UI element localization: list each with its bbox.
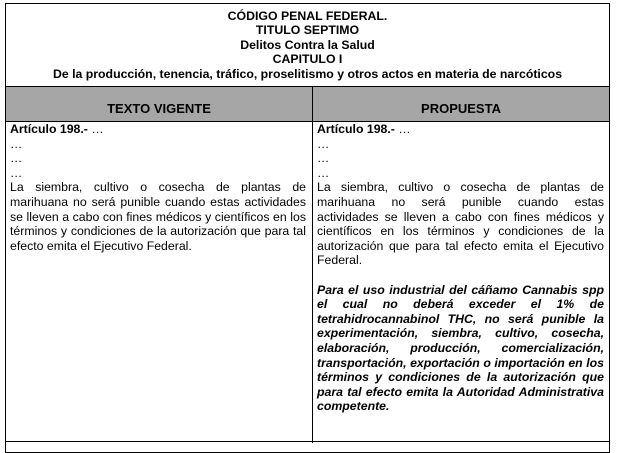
- chapter-name: De la producción, tenencia, tráfico, proselitismo y otros actos en materia de narcóticos: [52, 66, 563, 81]
- chapter-number: CAPITULO I: [272, 52, 343, 67]
- code-title: CÓDIGO PENAL FEDERAL.: [227, 9, 388, 23]
- proposed-addition-paragraph: Para el uso industrial del cáñamo Cannabis spp el cual no deberá exceder el 1% de tetrahidrocannabinol THC, no será punible la experimentación, siembra, cultivo, cosecha, elaboración, producción, comercialización, transportación, exportación o importación en los términos y condiciones de la autorización que para tal efecto emita la Autoridad Administrativa competente.: [317, 282, 604, 414]
- article-heading: Artículo 198.- …: [317, 122, 411, 136]
- current-text-cell: [10, 122, 306, 253]
- ellipsis-line: …: [317, 151, 330, 166]
- ellipsis-line: …: [10, 165, 23, 180]
- column-header-proposal: PROPUESTA: [421, 101, 501, 116]
- article-paragraph: La siembra, cultivo o cosecha de plantas de marihuana no será punible cuando estas actividades se lleven a cabo con fines médicos y científicos en los términos y condiciones de la autorización que para tal efecto emita el Ejecutivo Federal.: [10, 180, 306, 253]
- article-paragraph: La siembra, cultivo o cosecha de plantas de marihuana no será punible cuando estas actividades se lleven a cabo con fines médicos y científicos en los términos y condiciones de la autorización que para tal efecto emita el Ejecutivo Federal.: [317, 180, 604, 268]
- ellipsis-line: …: [10, 151, 23, 166]
- comparison-table: [5, 3, 610, 453]
- ellipsis-line: …: [317, 136, 330, 151]
- document-header: [6, 4, 609, 87]
- ellipsis-line: …: [10, 136, 23, 151]
- ellipsis-line: …: [317, 165, 330, 180]
- proposal-text-cell: [317, 122, 604, 414]
- column-header-row: [6, 87, 609, 122]
- column-divider: [312, 87, 313, 443]
- column-header-current-text: TEXTO VIGENTE: [107, 101, 211, 116]
- title-number: TITULO SEPTIMO: [255, 23, 360, 38]
- title-name: Delitos Contra la Salud: [240, 37, 375, 52]
- article-heading: Artículo 198.- …: [10, 122, 104, 136]
